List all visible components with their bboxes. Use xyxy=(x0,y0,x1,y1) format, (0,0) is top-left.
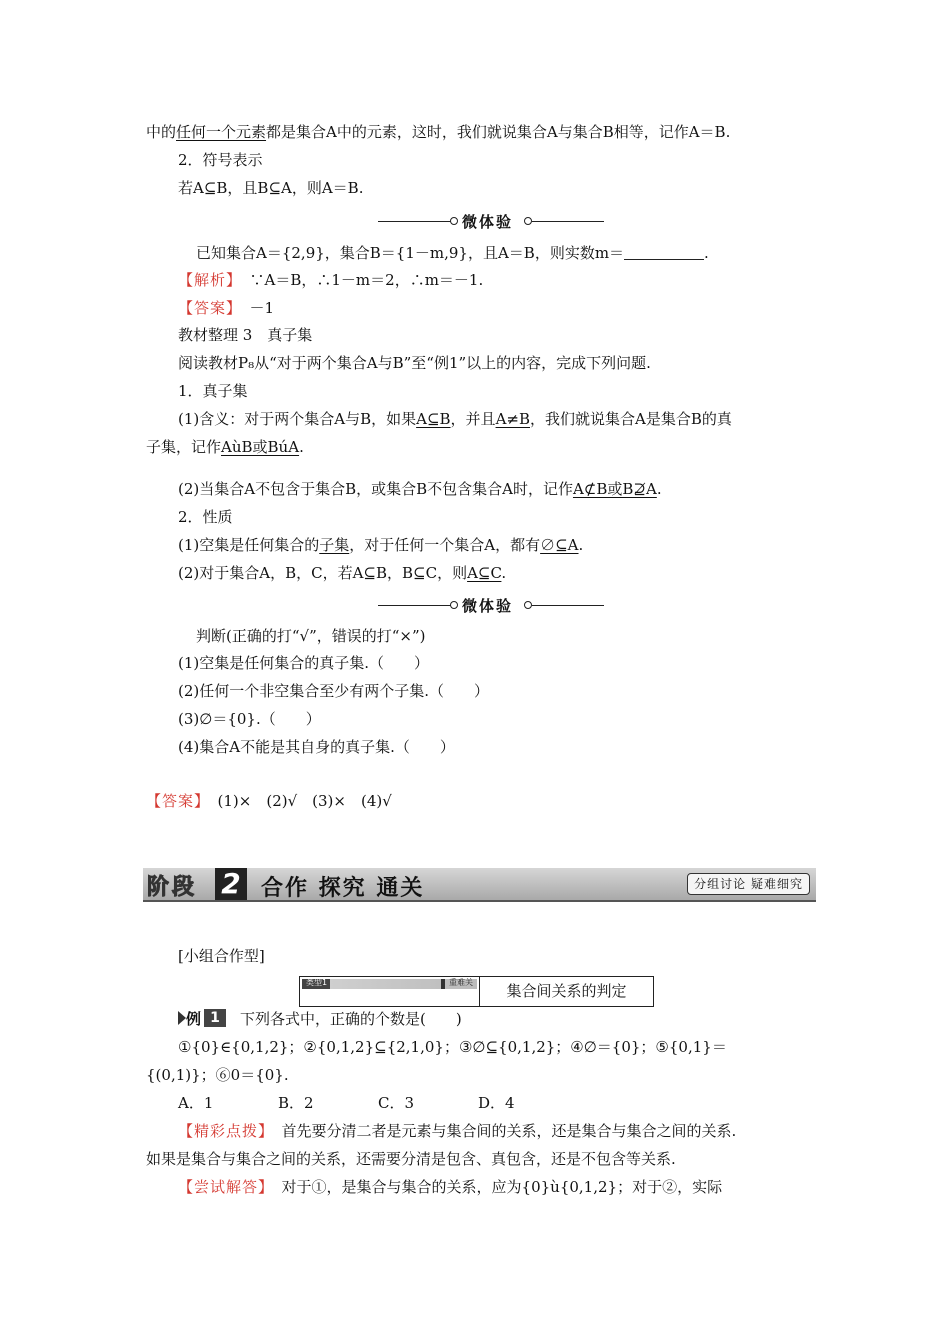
type-box: 类型1 重难关 集合间关系的判定 xyxy=(299,976,654,1007)
try-answer: 【尝试解答】 对于①，是集合与集合的关系，应为{0}ù{0,1,2}；对于②，实际 xyxy=(178,1178,723,1196)
judge-item: (3)∅＝{0}.（ ） xyxy=(178,710,321,728)
subheading: 2．性质 xyxy=(178,508,233,526)
subheading: 1．真子集 xyxy=(178,382,248,400)
text-line: 阅读教材P₈从“对于两个集合A与B”至“例1”以上的内容，完成下列问题. xyxy=(178,354,651,372)
group-label: [小组合作型] xyxy=(178,947,265,965)
text-line: 判断(正确的打“√”，错误的打“×”) xyxy=(196,627,426,645)
answer: 【答案】 (1)× (2)√ (3)× (4)√ xyxy=(146,792,392,810)
subheading: 2．符号表示 xyxy=(178,151,263,169)
text-line: (2)对于集合A，B，C，若A⊆B，B⊆C，则A⊆C. xyxy=(178,564,507,582)
judge-item: (4)集合A不能是其自身的真子集.（ ） xyxy=(178,738,455,756)
option: A．1 xyxy=(178,1094,214,1112)
text-line: (2)当集合A不包含于集合B，或集合B不包含集合A时，记作A⊄B或B⊉A. xyxy=(178,480,662,498)
text-line: 若A⊆B，且B⊆A，则A＝B. xyxy=(178,179,364,197)
text-line: 中的任何一个元素都是集合A中的元素，这时，我们就说集合A与集合B相等，记作A＝B. xyxy=(146,123,731,141)
text-line: (1)含义：对于两个集合A与B，如果A⊆B，并且A≠B，我们就说集合A是集合B的真 xyxy=(178,410,732,428)
option: C．3 xyxy=(378,1094,415,1112)
divider-micro-exp: 微体验 xyxy=(378,211,604,233)
example-label: 例 1 xyxy=(178,1008,226,1028)
answer: 【答案】 －1 xyxy=(178,299,275,317)
option: B．2 xyxy=(278,1094,314,1112)
option: D．4 xyxy=(478,1094,515,1112)
question: 已知集合A＝{2,9}，集合B＝{1－m,9}，且A＝B，则实数m＝ . xyxy=(196,244,709,262)
text-line: ①{0}∈{0,1,2}；②{0,1,2}⊆{2,1,0}；③∅⊆{0,1,2}；④∅＝{0}；⑤{0,1}＝ xyxy=(178,1038,727,1056)
hint: 【精彩点拨】 首先要分清二者是元素与集合间的关系，还是集合与集合之间的关系. xyxy=(178,1122,737,1140)
judge-item: (1)空集是任何集合的真子集.（ ） xyxy=(178,654,430,672)
text-line: 子集，记作AùB或BúA. xyxy=(146,438,304,456)
judge-item: (2)任何一个非空集合至少有两个子集.（ ） xyxy=(178,682,490,700)
text-line: 如果是集合与集合之间的关系，还需要分清是包含、真包含，还是不包含等关系. xyxy=(146,1150,676,1168)
triangle-icon xyxy=(178,1011,186,1025)
stage-banner: 阶段 2 合作 探究 通关 分组讨论 疑难细究 xyxy=(143,868,816,902)
example-question: 下列各式中，正确的个数是( ) xyxy=(240,1010,462,1028)
text-line: (1)空集是任何集合的子集，对于任何一个集合A，都有∅⊆A. xyxy=(178,536,584,554)
analysis: 【解析】 ∵A＝B，∴1－m＝2，∴m＝－1. xyxy=(178,271,484,289)
section-title: 教材整理 3 真子集 xyxy=(178,326,313,344)
text-line: {(0,1)}；⑥0＝{0}. xyxy=(146,1066,289,1084)
divider-micro-exp: 微体验 xyxy=(378,595,604,617)
